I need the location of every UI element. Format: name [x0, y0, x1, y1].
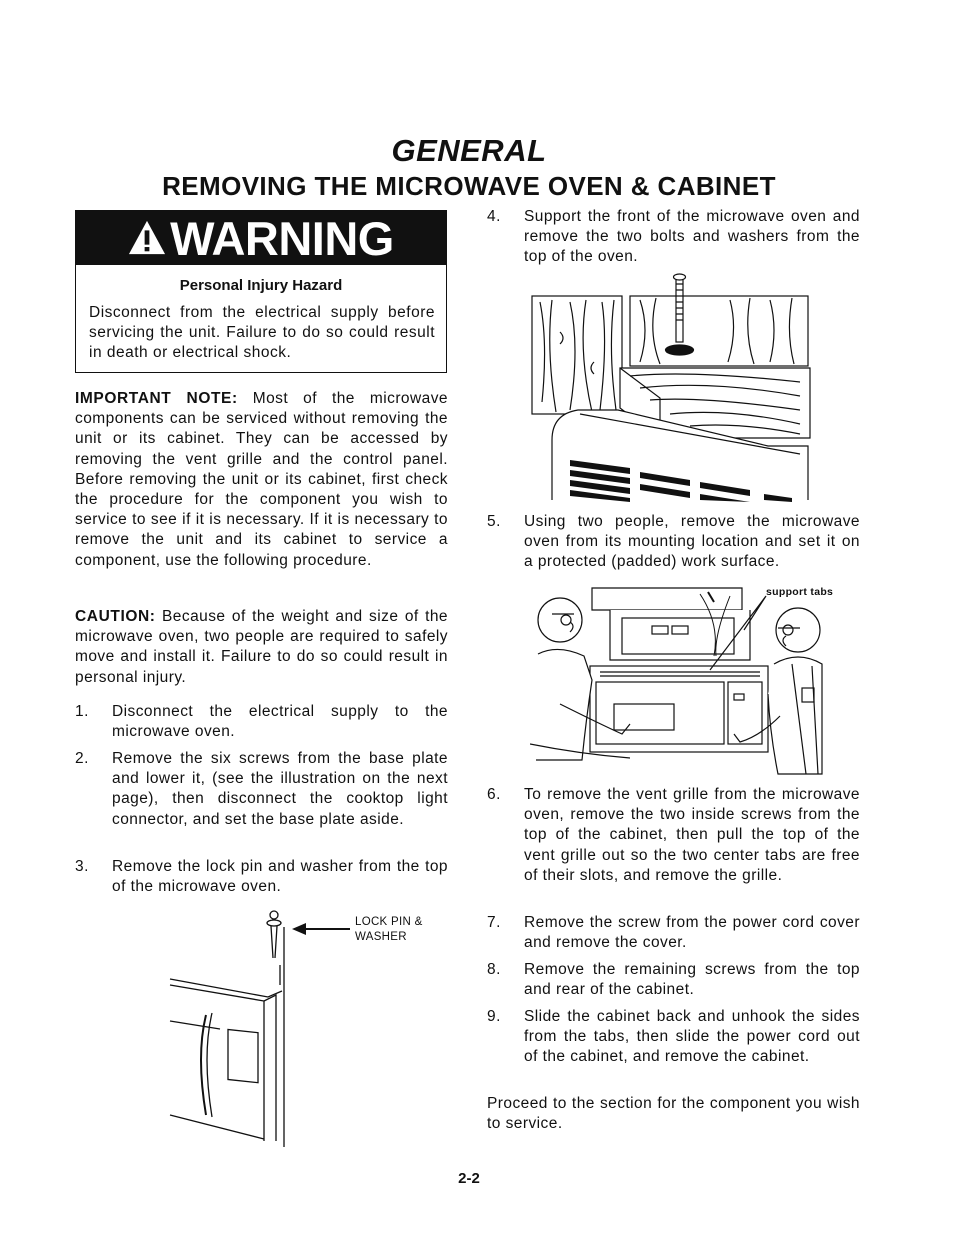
step-number: 1. [75, 703, 89, 720]
caution-text: Because of the weight and size of the microwave oven, two people are required to safely move and install it. Failure to do so could result in personal injury. [75, 608, 448, 686]
step-text: Remove the screw from the power cord cover and remove the cover. [524, 914, 860, 952]
important-note-text: Most of the microwave components can be serviced without removing the unit or its cabinet. They can be accessed by removing the vent grille and the control panel. Before removing the unit or its cabinet, first check the procedure for the component you wish to service to see if it is necessary. If it is necessary to remove the unit and its cabinet to service a component, use the following procedure. [75, 390, 448, 569]
warning-box [75, 210, 447, 373]
step-2 [75, 749, 448, 851]
warning-text: Disconnect from the electrical supply before servicing the unit. Failure to do so could result in death or electrical shock. [89, 304, 435, 361]
step-1 [75, 702, 448, 744]
lockpin-caption-line-2: WASHER [355, 931, 407, 943]
caution-note [75, 607, 448, 688]
arrow-icon [290, 919, 352, 939]
warning-banner [76, 211, 446, 265]
section-title: REMOVING THE MICROWAVE OVEN & CABINET [162, 171, 776, 201]
page-heading: GENERAL [391, 133, 547, 168]
important-note [75, 389, 448, 571]
step-8 [487, 960, 860, 1002]
step-text: Support the front of the microwave oven and remove the two bolts and washers from the top of the oven. [524, 208, 860, 266]
step-text: Remove the lock pin and washer from the top of the microwave oven. [112, 858, 448, 896]
step-text: Using two people, remove the microwave oven from its mounting location and set it on a protected (padded) work surface. [524, 513, 860, 571]
step-7 [487, 913, 860, 955]
lockpin-caption [355, 915, 423, 945]
important-note-label: IMPORTANT NOTE: [75, 390, 238, 407]
step-text: Disconnect the electrical supply to the microwave oven. [112, 703, 448, 741]
step-4 [487, 207, 860, 269]
support-tabs-label: support tabs [766, 586, 834, 598]
warning-label: WARNING [170, 211, 394, 265]
two-person-removal-illustration [530, 584, 825, 776]
step-number: 4. [487, 208, 501, 225]
step-6 [487, 785, 860, 907]
lockpin-caption-line-1: LOCK PIN & [355, 916, 423, 928]
step-number: 7. [487, 914, 501, 931]
step-number: 3. [75, 858, 89, 875]
step-number: 5. [487, 513, 501, 530]
step-text: Remove the six screws from the base plate and lower it, (see the illustration on the next page), then disconnect the cooktop light connector, and set the base plate aside. [112, 750, 448, 828]
caution-label: CAUTION: [75, 608, 156, 625]
step-number: 6. [487, 786, 501, 803]
hazard-title: Personal Injury Hazard [179, 277, 343, 294]
warning-triangle-icon [128, 219, 166, 257]
page-number: 2-2 [458, 1170, 480, 1187]
step-9 [487, 1007, 860, 1089]
step-text: Remove the remaining screws from the top and rear of the cabinet. [524, 961, 860, 999]
step-3 [75, 857, 448, 899]
step-number: 2. [75, 750, 89, 767]
step-5 [487, 512, 860, 574]
step-number: 9. [487, 1008, 501, 1025]
closing-text: Proceed to the section for the component you wish to service. [487, 1095, 860, 1133]
step-number: 8. [487, 961, 501, 978]
lock-pin-illustration [166, 905, 306, 1153]
mounting-bolt-illustration [530, 272, 812, 502]
step-text: Slide the cabinet back and unhook the sides from the tabs, then slide the power cord out of the cabinet, and remove the cabinet. [524, 1008, 860, 1066]
step-text: To remove the vent grille from the microwave oven, remove the two inside screws from the top of the cabinet, then pull the top of the vent grille out so the two center tabs are free of their slots, and remove the grille. [524, 786, 860, 884]
